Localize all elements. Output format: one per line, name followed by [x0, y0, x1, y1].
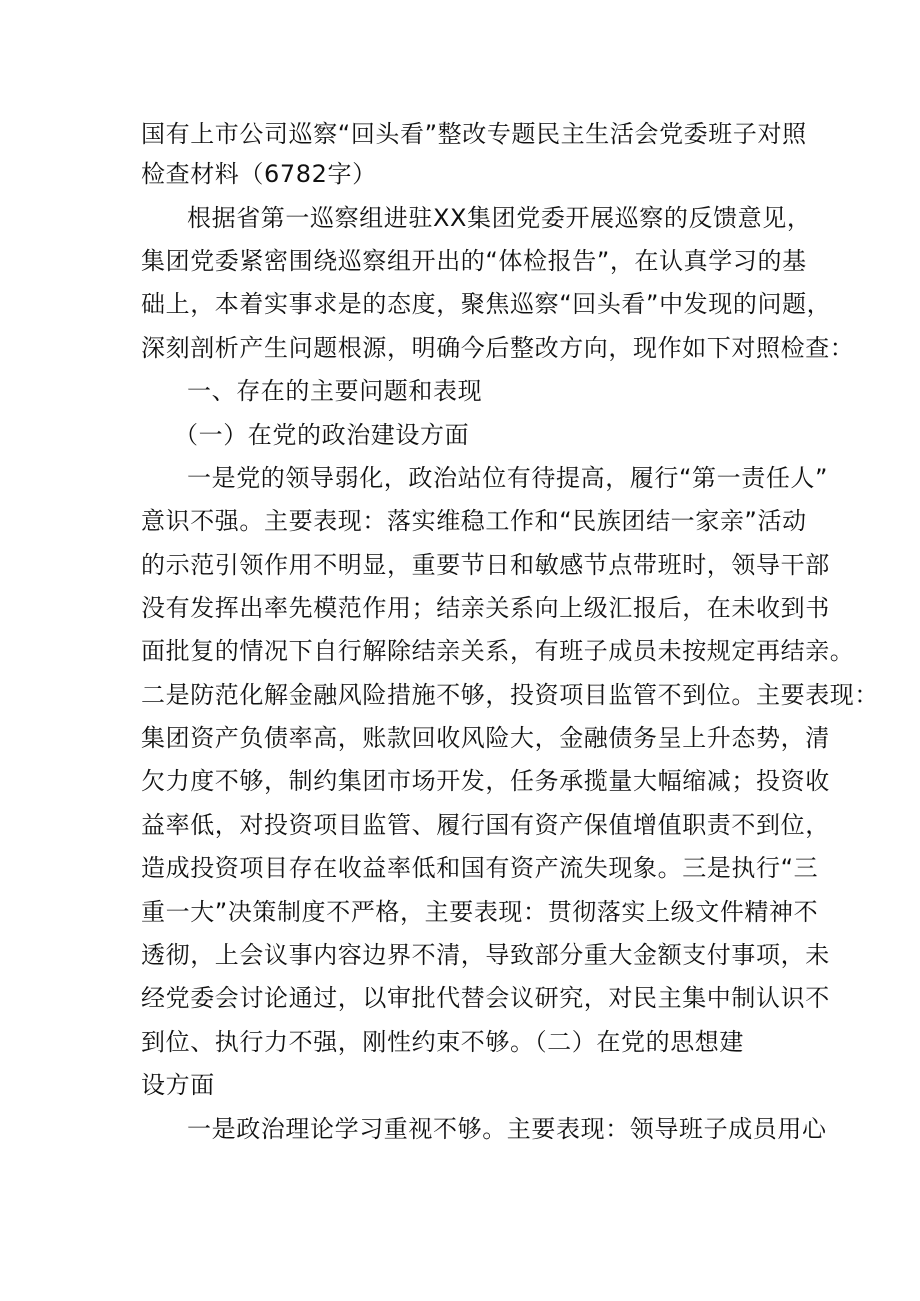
body-paragraph-line: 设方面 [141, 1071, 215, 1099]
body-paragraph-line: 没有发挥出率先模范作用；结亲关系向上级汇报后，在未收到书 [141, 594, 830, 622]
body-paragraph-line: 集团资产负债率高，账款回收风险大，金融债务呈上升态势，清 [141, 724, 830, 752]
body-paragraph-line: 一是政治理论学习重视不够。主要表现：领导班子成员用心 [187, 1115, 827, 1143]
body-paragraph-line: 到位、执行力不强，刚性约束不够。（二）在党的思想建 [141, 1028, 744, 1056]
body-paragraph-line: 欠力度不够，制约集团市场开发，任务承揽量大幅缩减；投资收 [141, 767, 830, 795]
intro-paragraph-line: 集团党委紧密围绕巡察组开出的“体检报告”，在认真学习的基 [141, 247, 807, 275]
body-paragraph-line: 益率低，对投资项目监管、履行国有资产保值增值职责不到位， [141, 811, 830, 839]
intro-paragraph-line: 根据省第一巡察组进驻XX集团党委开展巡察的反馈意见， [187, 204, 812, 232]
body-paragraph-line: 的示范引领作用不明显，重要节日和敏感节点带班时，领导干部 [141, 551, 830, 579]
subsection-heading: （一）在党的政治建设方面 [174, 421, 470, 449]
body-paragraph-line: 造成投资项目存在收益率低和国有资产流失现象。三是执行“三 [141, 854, 819, 882]
body-paragraph-line: 经党委会讨论通过，以审批代替会议研究，对民主集中制认识不 [141, 984, 830, 1012]
document-title-line-1: 国有上市公司巡察“回头看”整改专题民主生活会党委班子对照 [141, 120, 807, 148]
body-paragraph-line: 二是防范化解金融风险措施不够，投资项目监管不到位。主要表现： [141, 681, 879, 709]
intro-paragraph-line: 深刻剖析产生问题根源，明确今后整改方向，现作如下对照检查： [141, 334, 855, 362]
body-paragraph-line: 一是党的领导弱化，政治站位有待提高，履行“第一责任人” [187, 464, 829, 492]
body-paragraph-line: 重一大”决策制度不严格，主要表现：贯彻落实上级文件精神不 [141, 898, 819, 926]
body-paragraph-line: 意识不强。主要表现：落实维稳工作和“民族团结一家亲”活动 [141, 507, 807, 535]
body-paragraph-line: 面批复的情况下自行解除结亲关系，有班子成员未按规定再结亲。 [141, 637, 855, 665]
section-heading: 一、存在的主要问题和表现 [187, 377, 483, 405]
intro-paragraph-line: 础上，本着实事求是的态度，聚焦巡察“回头看”中发现的问题， [141, 290, 832, 318]
document-title-line-2: 检查材料（6782字） [141, 160, 377, 188]
body-paragraph-line: 透彻，上会议事内容边界不清，导致部分重大金额支付事项，未 [141, 941, 830, 969]
